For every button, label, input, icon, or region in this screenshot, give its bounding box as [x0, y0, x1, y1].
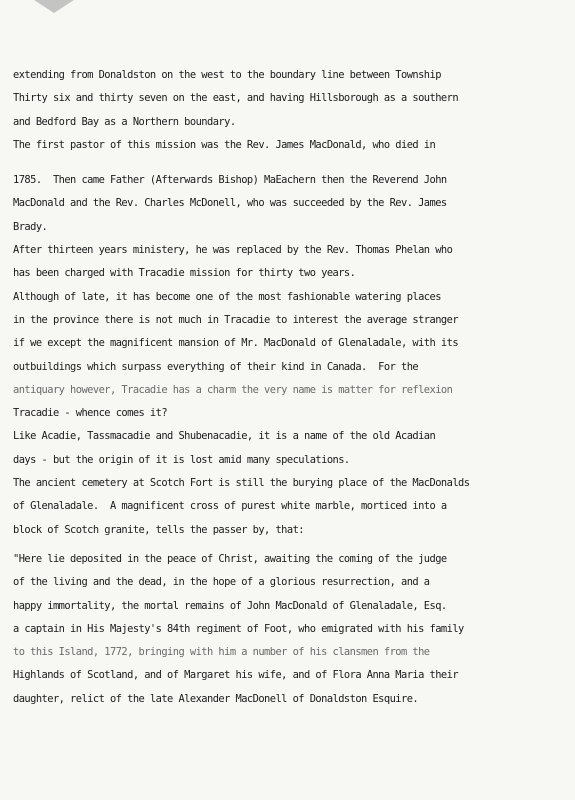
text-line: has been charged with Tracadie mission for thirty two years. — [13, 267, 356, 280]
text-line: Brady. — [13, 220, 48, 233]
text-line: The first pastor of this mission was the Rev. James MacDonald, who died in — [13, 138, 436, 151]
text-line: After thirteen years ministery, he was replaced by the Rev. Thomas Phelan who — [13, 244, 453, 257]
text-line: The ancient cemetery at Scotch Fort is still the burying place of the MacDonalds — [13, 477, 470, 490]
text-line: a captain in His Majesty's 84th regiment of Foot, who emigrated with his family — [13, 622, 464, 635]
text-line: happy immortality, the mortal remains of John MacDonald of Glenaladale, Esq. — [13, 599, 447, 612]
text-line: to this Island, 1772, bringing with him a number of his clansmen from the — [13, 646, 430, 659]
text-line: MacDonald and the Rev. Charles McDonell, who was succeeded by the Rev. James — [13, 197, 447, 210]
text-line: extending from Donaldston on the west to the boundary line between Township — [13, 69, 441, 81]
text-line: of Glenaladale. A magnificent cross of purest white marble, morticed into a — [13, 500, 447, 513]
text-line: if we except the magnificent mansion of Mr. MacDonald of Glenaladale, with its — [13, 337, 459, 350]
text-line: "Here lie deposited in the peace of Christ, awaiting the coming of the judge — [13, 552, 447, 565]
text-line: block of Scotch granite, tells the passer by, that: — [13, 523, 304, 536]
text-line: in the province there is not much in Tracadie to interest the average stranger — [13, 313, 459, 326]
text-line: daughter, relict of the late Alexander MacDonell of Donaldston Esquire. — [13, 692, 419, 705]
text-line: days - but the origin of it is lost amid many speculations. — [13, 453, 350, 466]
text-line: 1785. Then came Father (Afterwards Bishop) MaEachern then the Reverend John — [13, 174, 447, 187]
corner-shadow-mark — [34, 0, 74, 14]
text-line: and Bedford Bay as a Northern boundary. — [13, 115, 236, 128]
text-line: Like Acadie, Tassmacadie and Shubenacadie, it is a name of the old Acadian — [13, 430, 436, 443]
typed-text-body — [13, 64, 565, 711]
text-line: Although of late, it has become one of the most fashionable watering places — [13, 290, 441, 303]
text-line: Highlands of Scotland, and of Margaret his wife, and of Flora Anna Maria their — [13, 669, 459, 682]
text-line: Thirty six and thirty seven on the east, and having Hillsborough as a southern — [13, 92, 459, 105]
text-line: of the living and the dead, in the hope of a glorious resurrection, and a — [13, 576, 430, 589]
text-line: outbuildings which surpass everything of their kind in Canada. For the — [13, 360, 419, 373]
text-line: antiquary however, Tracadie has a charm the very name is matter for reflexion — [13, 383, 453, 396]
text-line: Tracadie - whence comes it? — [13, 407, 168, 420]
